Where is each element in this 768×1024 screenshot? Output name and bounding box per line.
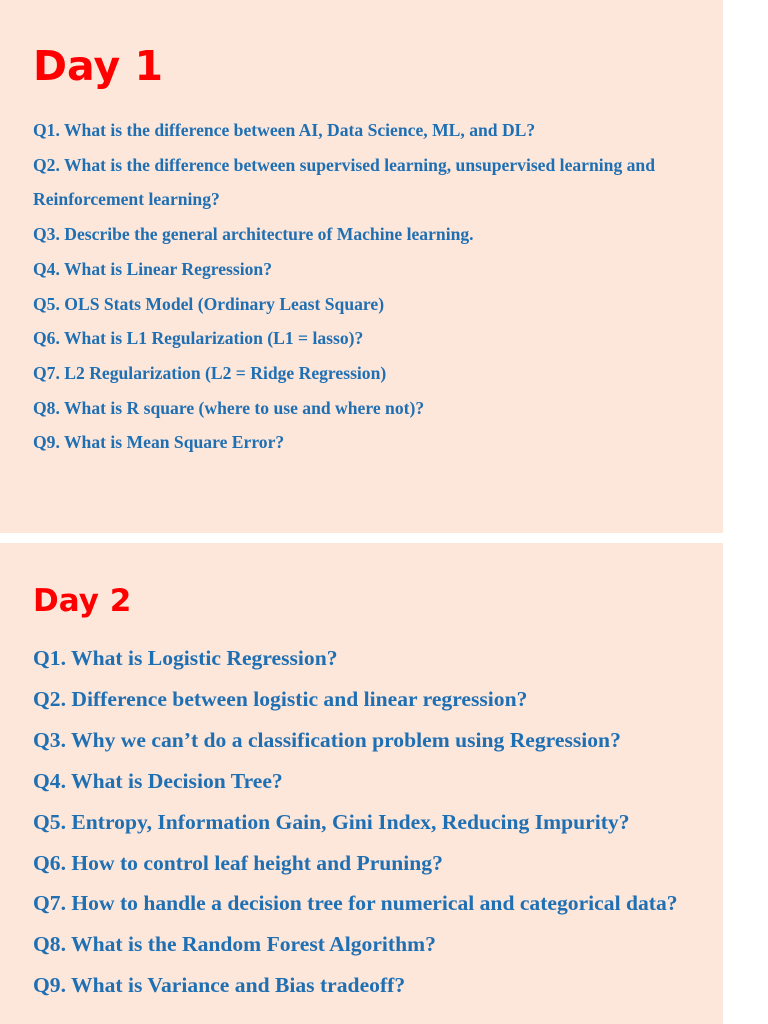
day-1-question-7: Q7. L2 Regularization (L2 = Ridge Regression)	[33, 362, 387, 383]
day-2-question-list	[33, 638, 713, 1006]
day-1-question-3: Q3. Describe the general architecture of Machine learning.	[33, 224, 474, 245]
day-1-question-6: Q6. What is L1 Regularization (L1 = lasso)?	[33, 328, 364, 349]
day-2-question-1: Q1. What is Logistic Regression?	[33, 646, 338, 670]
day-2-section	[0, 543, 723, 1024]
day-1-question-9: Q9. What is Mean Square Error?	[33, 432, 285, 453]
day-1-question-5: Q5. OLS Stats Model (Ordinary Least Square)	[33, 293, 385, 314]
day-1-question-8: Q8. What is R square (where to use and where not)?	[33, 397, 425, 418]
day-2-question-8: Q8. What is the Random Forest Algorithm?	[33, 932, 436, 957]
day-2-question-5: Q5. Entropy, Information Gain, Gini Index, Reducing Impurity?	[33, 809, 630, 834]
day-1-title: Day 1	[33, 42, 163, 90]
day-2-title: Day 2	[33, 583, 132, 619]
day-1-section	[0, 0, 723, 533]
day-1-question-1: Q1. What is the difference between AI, Data Science, ML, and DL?	[33, 120, 536, 140]
day-1-question-2: Q2. What is the difference between supervised learning, unsupervised learning and Reinforcement learning?	[33, 154, 656, 210]
day-1-question-list	[33, 113, 713, 460]
day-2-question-9: Q9. What is Variance and Bias tradeoff?	[33, 973, 406, 998]
day-1-question-4: Q4. What is Linear Regression?	[33, 258, 273, 279]
day-2-question-3: Q3. Why we can’t do a classification problem using Regression?	[33, 727, 621, 752]
day-2-question-4: Q4. What is Decision Tree?	[33, 768, 283, 793]
day-2-question-7: Q7. How to handle a decision tree for numerical and categorical data?	[33, 891, 678, 916]
day-2-question-6: Q6. How to control leaf height and Pruning?	[33, 850, 443, 875]
day-2-question-2: Q2. Difference between logistic and linear regression?	[33, 686, 528, 711]
